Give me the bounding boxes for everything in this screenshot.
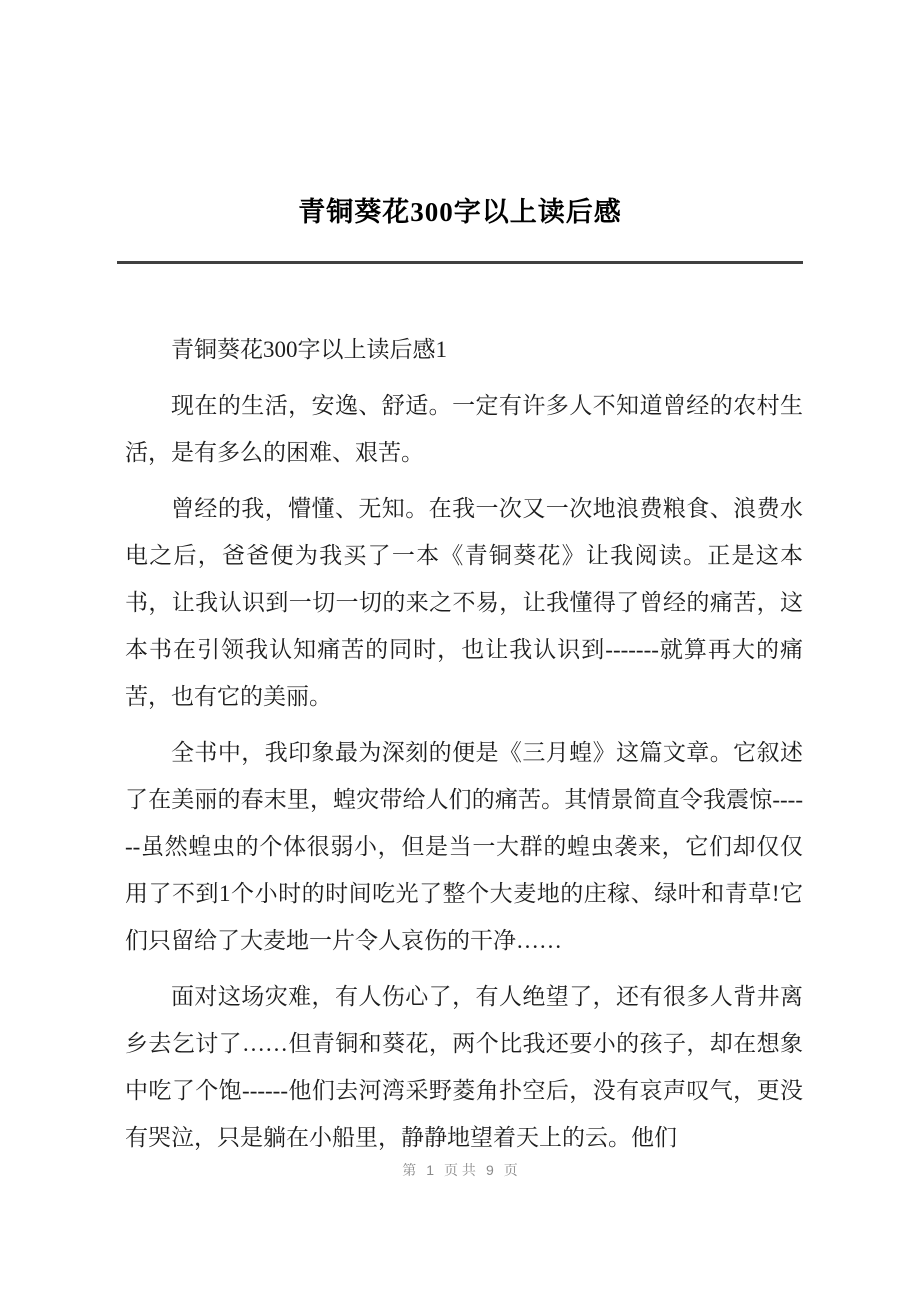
paragraph: 面对这场灾难，有人伤心了，有人绝望了，还有很多人背井离乡去乞讨了……但青铜和葵花，两个比我还要小的孩子，却在想象中吃了个饱------他们去河湾采野菱角扑空后，没有哀声叹气，更没有哭泣，只是躺在小船里，静静地望着天上的云。他们: [125, 984, 803, 1150]
page-footer: [0, 1160, 920, 1180]
title-divider: [117, 261, 803, 264]
document-title: 青铜葵花300字以上读后感: [298, 197, 622, 227]
footer-label-prefix: 第: [402, 1162, 417, 1178]
paragraph-heading: 青铜葵花300字以上读后感1: [171, 337, 447, 362]
paragraph: 现在的生活，安逸、舒适。一定有许多人不知道曾经的农村生活，是有多么的困难、艰苦。: [125, 393, 803, 465]
footer-label-mid: 页 共: [444, 1162, 476, 1178]
paragraph: 曾经的我，懵懂、无知。在我一次又一次地浪费粮食、浪费水电之后，爸爸便为我买了一本《青铜葵花》让我阅读。正是这本书，让我认识到一切一切的来之不易，让我懂得了曾经的痛苦，这本书在引领我认知痛苦的同时，也让我认识到-------就算再大的痛苦，也有它的美丽。: [125, 496, 803, 709]
footer-total-pages: 9: [485, 1162, 494, 1178]
footer-current-page: 1: [426, 1162, 435, 1178]
paragraph: 全书中，我印象最为深刻的便是《三月蝗》这篇文章。它叙述了在美丽的春末里，蝗灾带给人们的痛苦。其情景简直令我震惊------虽然蝗虫的个体很弱小，但是当一大群的蝗虫袭来，它们却仅仅用了不到1个小时的时间吃光了整个大麦地的庄稼、绿叶和青草!它们只留给了大麦地一片令人哀伤的干净……: [125, 740, 803, 953]
document-body: [125, 326, 803, 1161]
footer-label-suffix: 页: [503, 1162, 518, 1178]
